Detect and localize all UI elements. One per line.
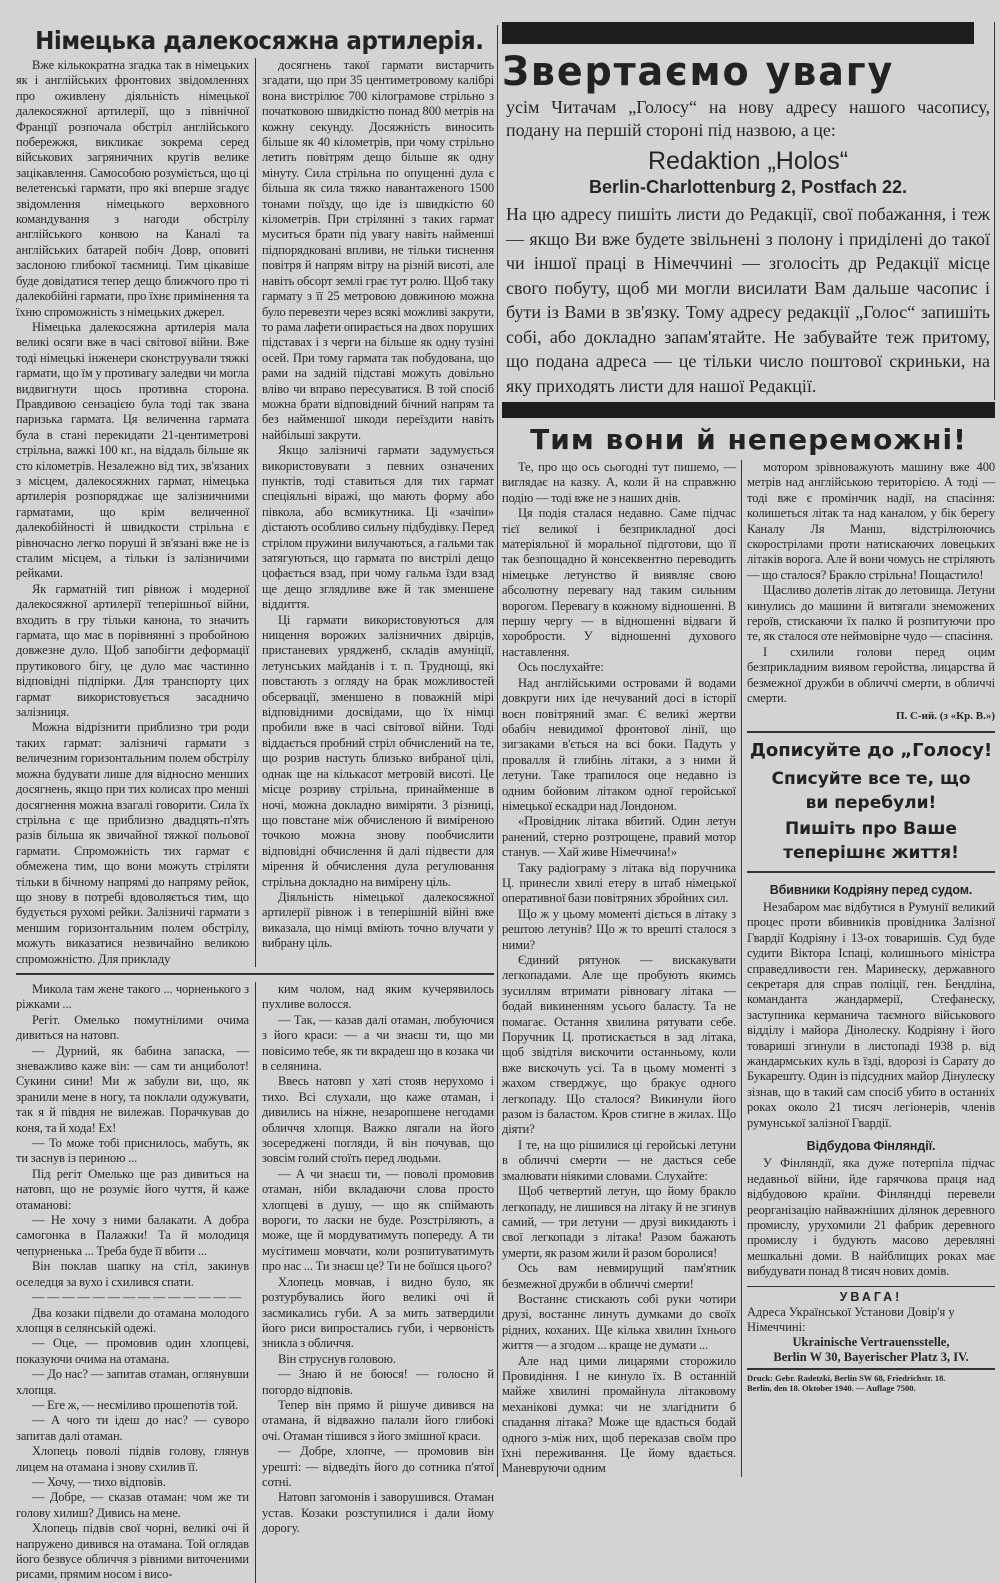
paragraph: — Еге ж, — несміливо прошепотів той. <box>32 1397 239 1412</box>
paragraph: Два козаки підвели до отамана молодого хлопця в селянській одежі. <box>16 1305 249 1335</box>
section-rule <box>16 973 494 975</box>
artillery-column-1 <box>16 58 249 967</box>
paragraph: — — — — — — — — — — — — — — <box>32 1290 242 1305</box>
paragraph: Ось вам невмирущий пам'ятник безмежної дружби в обличчі смерти! <box>502 1261 736 1291</box>
paragraph: Єдиний рятунок — вискакувати легкопадами. Але ще пробують якимсь зусиллям втримати рівновагу літака — бодай викиненням усього баласту. Та не помагає. Остання хвилина рятувати себе. Поручник Ц. протискається в зад літака, щоб звідтіля вискочити останньому, коли вже вискочуть усі. Та в цьому моменті з жахом стверджує, що бракує одного легкопаду. Що сталося? Викинули його разом із баластом. Кров стигне в жилах. Що діяти? <box>502 953 736 1137</box>
paragraph: Регіт. Омелько помутнілими очима дивиться на натовп. <box>16 1012 249 1043</box>
paragraph: — До нас? — запитав отаман, оглянувши хлопця. <box>16 1367 249 1397</box>
column-rule <box>255 982 256 1583</box>
right-section <box>502 22 995 1477</box>
paragraph: Ця подія сталася недавно. Саме підчас тієї великої і безприкладної досі матеріяльної й моральної підготови, що її так безпощадно й консеквентно переводить німецьке летунство й виявляє свою абсолютну перевагу над таким сильним ворогом. Перевагу в кожному відношенні. В першу чергу — в відношенні відваги й хоробрости. У відношенні духового наставлення. <box>502 506 736 659</box>
story-column-1 <box>16 982 249 1583</box>
section-bar <box>502 402 995 418</box>
paragraph: Ввесь натовп у хаті стояв нерухомо і тихо. Всі слухали, що каже отаман, і дивились на ніжне, незаропшене негодами обличчя хлопця. Важко лягали на його зосереджені погляди, й він почував, що зовсім голий стоїть перед людьми. <box>262 1074 494 1166</box>
paragraph: Вже кількократна згадка так в німецьких як і англійських фронтових звідомленнях про оживлену діяльність німецької далекосяжної артилерії, що з північної Франції розпочала обстріл англійського побережжя, викликає зокрема серед військових загряничних кругів велике зацікавлення. Самособою розуміється, що ці велетенські гармати, про які вперше згадує звідомлення німецького верховного командування з нагоди обстрілу англійського конвою на Каналі та англійських батарей побіч Довр, оповиті заслоною глибокої таємниці. Тим цікавіше буде довідатися тепер дещо ближчого про ті далекобійні гармати, про їхнє примінення та їхню спроможність з німецьких джерел. <box>16 58 249 319</box>
paragraph: — Оце, — промовив один хлопцеві, показуючи очима на отамана. <box>16 1336 249 1366</box>
paragraph: Що ж у цьому моменті діється в літаку з рештою летунів? Що ж то врешті сталося з ними? <box>502 906 736 952</box>
left-section <box>16 26 494 1583</box>
artillery-headline: Німецька далекосяжна артилерія. <box>35 26 484 55</box>
invincible-columns <box>502 460 995 1477</box>
notice-top-bar <box>502 22 974 44</box>
paragraph: Востаннє стискають собі руки чотири друзі, востаннє линуть думками до своїх рідних, коханих. Ще кілька хвилин їхнього життя — а згодом ... краще не думати ... <box>502 1291 736 1353</box>
column-rule <box>255 58 256 967</box>
paragraph: мотором зрівноважують машину вже 400 метрів над англійською територією. А тоді — тоді вже є промінчик надії, на спасіння: колишеться літак та над каналом, у бік берегу Каналу Ля Манш, відстрілюючись скорострілами проти натискаючих ловецьких літаків ворога. Але й вони чомусь не стріляють — що сталося? Бракло стрільна! Пощастило! <box>747 460 995 582</box>
paragraph: Микола там жене такого ... чорненького з ріжками ... <box>16 981 249 1012</box>
imprint-line-1: Druck: Gebr. Radetzki, Berlin SW 68, Friedrichstr. 18. <box>747 1372 946 1383</box>
paragraph: Діяльність німецької далекосяжної артилерії рівнож і в теперішній війні вже виказала, що німці вміють точно влучати у вибрану ціль. <box>262 889 494 951</box>
paragraph: Щоб четвертий летун, що йому бракло легкопаду, не лишився на літаку й не згинув самий, — три летуни — друзі викидають і свої легкопади з літака! Разом бажають умерти, як разом жили й разом боролися! <box>502 1184 736 1260</box>
notice-intro: усім Читачам „Голосу“ на нову адресу нашого часопису, подану на першій стороні під назвою, а це: <box>506 97 990 140</box>
finland-body: У Фінляндії, яка дуже потерпіла підчас недавньої війни, йде гарячкова праця над відбудовою країни. Фінляндці перевели реорганізацію найважніших ділянок деревного промислу, урухомили 21 фабрик деревного промислу і будують масово деревляні мешкальні доми. В найблищих роках має вибудувати понад 8 тисяч нових домів. <box>747 1156 995 1279</box>
codreanu-title: Вбивники Кодріяну перед судом. <box>769 882 973 897</box>
paragraph: — Хочу, — тихо відповів. <box>32 1474 166 1489</box>
finland-title: Відбудова Фінляндії. <box>806 1139 936 1153</box>
attention-org: Ukrainische Vertrauensstelle, <box>792 1334 950 1349</box>
paragraph: Хлопець мовчав, і видно було, як розтурбувались його великі очі й засмикались губи. А за мить затвердили його риси випростались губи, і червоність зникла з обличчя. <box>262 1274 494 1351</box>
paragraph: Німецька далекосяжна артилерія мала великі осяги вже в часі світової війни. Вже тоді німецькі інженери сконструували тяжкі гармати, що їм у противагу заледви чи могла видвигнути щось противна сторона. Правдивою сензацією була тоді так звана паризька гармата. Ця величенна гармата була в стані перекидати 21-центиметрові стрільна, важкі 100 кг., на віддаль більше як сто кілометрів. Незалежно від тих, зв'язаних з місцем, далекосяжних гармат, німецька артилерія розпоряджає ще залізничними гарматами, що крім величенної далекобійності й швидкости стрільна є рівночасно легко поруші й зв'язані вже не із сталим місцем, а тільки із залізничими рейками. <box>16 319 249 581</box>
paragraph: Над англійськими островами й водами довкруги них іде нечуваний досі в історії воєн повітряний змаг. Є великі жертви обабіч невидимої фронтової лінії, що зигзаками в'ється на всі боки. Падуть у провалля й глибінь літаки, а з ними й летуни. Таке трапилося оце недавно із одним бойовим літаком одної геройської німецької ескадри над Лондоном. <box>502 675 736 813</box>
paragraph: «Провідник літака вбитий. Один летун ранений, стерно розтрощене, правий мотор станув. — Хай живе Німеччина!» <box>502 814 736 860</box>
paragraph: — Дурний, як бабина запаска, — зневажливо каже він: — сам ти анциболот! Сукини сини! Ми ж забули ви, що, як зранили мене в ногу, та поклали одужувати, так я й півдня не вилежав. Порачкував до коня, та й хода! Ех! <box>16 1043 249 1135</box>
paragraph: Він струснув головою. <box>278 1351 396 1366</box>
paragraph: — Не хочу з ними балакати. А добра самогонка в Палажки! Та й молодиця чепурненька ... Треба буде її вбити ... <box>16 1213 249 1258</box>
attention-box <box>747 1286 995 1365</box>
invincible-column-b <box>747 460 995 707</box>
paragraph: — То може тобі приснилось, мабуть, як ти заснув із периною ... <box>16 1136 249 1166</box>
codreanu-body: Незабаром має відбутися в Румунії великий процес проти вбивників провідника Залізної Гвардії Кодріяну і 13-ох товаришів. Суд буде судити Віктора Іспаці, колишнього міністра справедливости ген. Маринеску, державного секретаря для справ поліції, ген. Бендліна, команданта жандармерії, Стефанеску, заступника керманича таємного військового відділу і майора Дінолеску. Кодріяну і його товариші згинули в листопаді 1938 р. від жандармських куль в їзді, вдорозі із Сарату до Букарешту. Один із підсудних майор Дінулеску зізнав, що в такий сам спосіб убито в останніх роках около 21 тисяч легіонерів, членів румунської залізної Гвардії. <box>747 899 995 1130</box>
paragraph: І схилили голови перед оцим безприкладним виявом геройства, лицарства й безмежної дружби в обличчі смерти, в обличчі смерти. <box>747 644 995 706</box>
right-stack <box>747 460 995 1393</box>
paragraph: Під регіт Омелько ще раз дивиться на натовп, що не розуміє його чуття, й каже отаманові: <box>16 1166 249 1212</box>
paragraph: І те, на що рішилися ці геройські летуни в обличчі смерти — не дасться себе змалювати ніякими словами. Слухайте: <box>502 1137 736 1183</box>
paragraph: Хлопець підвів свої чорні, великі очі й напружено дивився на отамана. Той оглядав його безвусе обличчя з рівними виточеними рисами, прямим носом і висо- <box>16 1521 249 1582</box>
imprint-line-2: Berlin, den 18. Oktober 1940. — Auflage 7500. <box>747 1382 916 1393</box>
story-column-2 <box>262 982 494 1537</box>
notice-box <box>502 22 995 400</box>
invincible-headline: Тим вони й непереможні! <box>530 423 967 456</box>
appeal-box <box>747 731 995 873</box>
paragraph: Якщо залізничі гармати задумується використовувати з певних означених пунктів, тоді ставиться для тих гармат спеціяльні віражі, що мають форму або півкола, або всмикутника. Ці «зачіпи» дістають особливо сильну підбудівку. Перед стрілом пружини вилучаються, а гальми так затягуються, що гармата по вистрілі дещо цофається взад, при чому гальма їзди взад ще дещо зглядливе вже й так зменшене віддиття. <box>262 443 494 612</box>
paragraph: Можна відрізнити приблизно три роди таких гармат: залізничі гармати з величезним горизонтальним полем обстрілу можна будувати лише для відносно менших досягнень, якщо при тих колисах про менші досягнення можна взагалі говорити. Сила їх стрільна є ще приблизно двадцять-п'ять разів більша як звичайної тяжкої польової гармати. Спроможність тих гармат є обмежена тим, що вони можуть стріляти тільки в бічному напрямі до напряму рейок, що знову в потребі вдоволяється тим, що будується рухомі рейки. Залізничі гармати з меншим горизонтальним полем обстрілу, можуть виказатися незвичайно великою спроможністю. Для прикладу <box>16 720 249 966</box>
story-columns <box>16 982 494 1583</box>
paragraph: Але над цими лицарями сторожило Провидіння. І не кинуло їх. В останній майже хвилині промайнула літаковому механікові думка: чи не злагіднити б спадання літака? Може ще вдасться бодай одного з-між них, щоб переказав своїм про їхні переживання. Це йому вдається. Маневруючи одним <box>502 1353 736 1476</box>
paragraph: — Добре, хлопче, — промовив він урешті: — відведіть його до сотника п'ятої сотні. <box>262 1444 494 1489</box>
attention-text: Адреса Української Установи Довір'я у Німеччині: <box>747 1304 955 1334</box>
artillery-columns <box>16 58 494 967</box>
invincible-signature: П. С-ий. (з «Кр. В.») <box>895 709 995 722</box>
appeal-line-2: Списуйте все те, що ви перебули! <box>771 768 971 813</box>
news-column <box>747 883 995 1280</box>
attention-address: Berlin W 30, Bayerischer Platz 3, IV. <box>773 1349 969 1364</box>
notice-address-name: Redaktion „Holos“ <box>647 147 849 175</box>
page-rule <box>497 25 498 1477</box>
paragraph: Те, про що ось сьогодні тут пишемо, — виглядає на казку. А, коли й на справжню подію — тоді вже не з наших днів. <box>502 460 736 505</box>
notice-headline: Звертаємо увагу <box>502 49 895 95</box>
appeal-line-1: Дописуйте до „Голосу! <box>749 739 993 761</box>
paragraph: досягнень такої гармати вистарчить згадати, що при 35 центиметровому калібрі вона вистрілює 700 кілограмове стрільно з початковою швидкістю понад 800 метрів на кожну секунду. Досяжність виносить більше як 40 кілометрів, при чому стрільно летить повітрям дещо більше як одну мінуту. Сила стрільна по опущенні дула є більша як сила тяжко навантаженого 1500 тонами поїзду, що іде із швидкістю 60 кілометрів. При стрілянні з таких гармат муситься брати під увагу навіть найменші підпорядковані впливи, не тільки тиснення повітря й напрям вітру на різній висоті, але навіть обсорт землі грає тут ролю. Щоб таку гармату з її 25 метровою довжиною можна було перевезти через всякі можливі закрути, то рама лафети опирається на двох поруших підставах і з черги на більше як одну тузіні осей. При тому гармата так побудована, що рами на задній підставі можуть довільно вліво чи вправо пересуватися. В той спосіб можна брати відповідний бічний напрям та без найменшої шкоди переїздити навіть найбільші закрути. <box>262 58 494 442</box>
paragraph: — Так, — казав далі отаман, любуючися з його краси: — а чи знаєш ти, що ми повісимо тебе, як ти вкрадеш що в козака чи в селянина. <box>262 1012 494 1073</box>
paragraph: Натовп загомонів і заворушився. Отаман устав. Козаки розступилися і дали йому дорогу. <box>262 1490 494 1536</box>
invincible-column-a <box>502 460 736 1477</box>
notice-body: На цю адресу пишіть листи до Редакції, свої побажання, і теж — якщо Ви вже будете звільнені з полону і приділені до такої чи іншої праці в Німеччині — зголосіть др Редакції місце свого побуту, щоб ми могли висилати Вам дальше часопис і бути із Вами в зв'язку. Тому адресу редакції „Голос“ запишіть собі, або докладно запам'ятайте. Не забувайте теж притому, що подана адреса — це тільки число поштової скриньки, на яку приходять листи для нашої Редакції. <box>506 204 990 396</box>
paragraph: ким чолом, над яким кучерявилось пухливе волосся. <box>262 981 494 1012</box>
paragraph: Хлопець поволі підвів голову, глянув лицем на отамана і знову схилив її. <box>16 1444 249 1474</box>
notice-address-line: Berlin-Charlottenburg 2, Postfach 22. <box>588 177 908 197</box>
artillery-column-2 <box>262 58 494 952</box>
paragraph: — Добре, — сказав отаман: чом же ти голову хилиш? Дивись на мене. <box>16 1490 249 1520</box>
paragraph: Ось послухайте: <box>518 660 604 675</box>
paragraph: Щасливо долетів літак до летовища. Летуни кинулись до машини й витягали знеможених героїв, стискаючи їх палко й розпитуючи про те, як сталося оте неймовірне чудо — спасіння. <box>747 583 995 644</box>
paragraph: Тепер він прямо й рішуче дивився на отамана, й відважно палали його глибокі очі. Отаман тішився з його змішної краси. <box>262 1397 494 1443</box>
column-rule <box>741 460 742 1477</box>
paragraph: Ці гармати використовуються для нищення ворожих залізничних двірців, пристаневих урядженб, складів амуніції, летунських майданів і т. п. Труднощі, які повстають з огляду на брак можливостей обсервації, зменшено в поважній мірі відповідними досвідами, що їх німці пробили вже в часі світової війни. Тоді віддається пробний стріл обчислений на те, що розрив настуть близько вибраної цілі, однак ще на кількасот метровій висоті. Це місце розриву стрільна, принайменше в ночі, можна докладно виміряти. З різниці, що повстане між обчисленою й виміреною точкою можна знову пообчислити відповідні обчислення й далі підвести для мірення й обчислення дула регулювання стрільна докладно на вимірену ціль. <box>262 612 494 889</box>
paragraph: Він поклав шапку на стіл, закинув оселедця за вухо і схилився спати. <box>16 1259 249 1289</box>
paragraph: Як гарматній тип рівнож і модерної далекосяжної артилерії теперішньої війни, входить в гру тільки канона, то значить гармата, що має в порівнянні з пробойною довжезне дуло. Щоб запобігти деформації прутикового бігу, це дуло має частинно відповідні підпірки. Для транспорту цих гармат використовується засадничо залізниця. <box>16 581 249 720</box>
paragraph: — А чи знаєш ти, — поволі промовив отаман, ніби вкладаючи слова просто хлопцеві в душу, — що як спіймають вороги, то ласки не буде. Розстріляють, а може, ще й мордуватимуть попереду. А ти мусітимеш мовчати, коли розпитуватимуть про нас ... Ти знаєш це? Ти не боїшся цього? <box>262 1166 494 1274</box>
imprint <box>747 1368 995 1393</box>
appeal-line-3: Пишіть про Ваше теперішнє життя! <box>783 818 959 863</box>
paragraph: — Знаю й не боюся! — голосно й погордо відповів. <box>262 1367 494 1397</box>
attention-title: УВАГА! <box>839 1289 903 1304</box>
paragraph: — А чого ти ідеш до нас? — суворо запитав далі отаман. <box>16 1413 249 1443</box>
paragraph: Таку радіограму з літака від поручника Ц. принесли хвилі етеру в штаб німецької оперативної бази повітряних збройних сил. <box>502 860 736 906</box>
